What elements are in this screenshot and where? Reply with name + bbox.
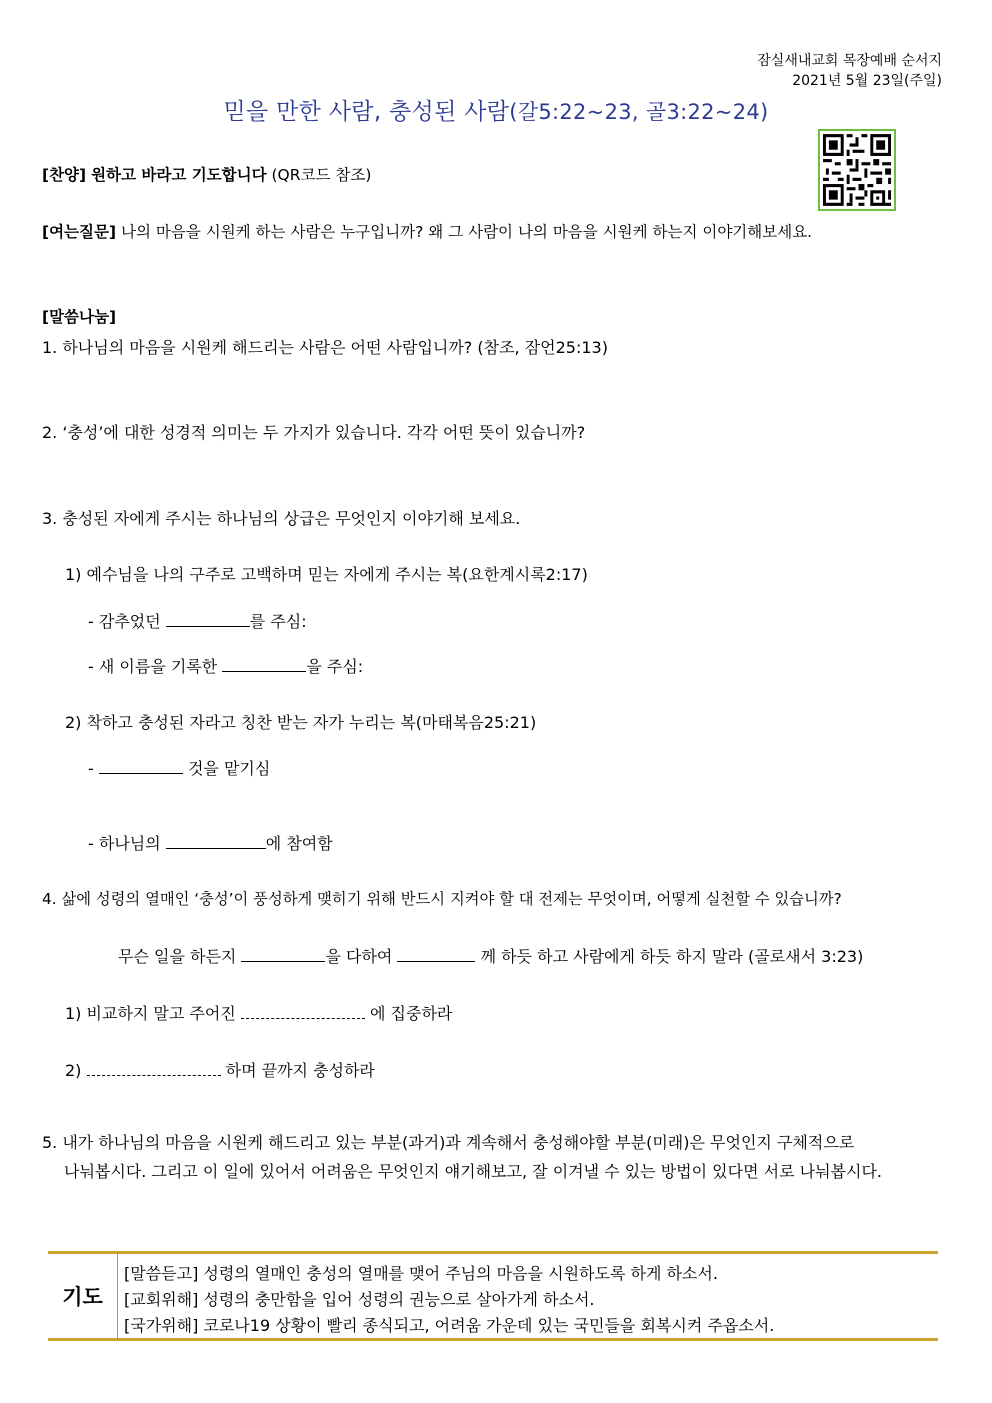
qr-code-icon xyxy=(818,129,896,211)
question-3-sub-1: 1) 예수님을 나의 구주로 고백하며 믿는 자에게 주시는 복(요한계시록2:17) xyxy=(65,565,588,584)
question-3-sub-2-b xyxy=(88,831,333,854)
question-5-line-2: 나눠봅시다. 그리고 이 일에 있어서 어려움은 무엇인지 얘기해보고, 잘 이겨낼 수 있는 방법이 있다면 서로 나눠봅시다. xyxy=(64,1162,882,1181)
fill-blank[interactable] xyxy=(99,759,183,774)
prayer-line-nation: [국가위해] 코로나19 상황이 빨리 종식되고, 어려움 가운데 있는 국민들을 회복시켜 주옵소서. xyxy=(124,1316,775,1335)
blank-suffix: 에 참여함 xyxy=(265,834,333,853)
fill-blank[interactable] xyxy=(241,947,325,962)
opening-question xyxy=(42,220,812,242)
fill-blank[interactable] xyxy=(222,657,306,672)
word-sharing-label: [말씀나눔] xyxy=(42,308,117,326)
blank-suffix: 을 주심: xyxy=(306,657,364,676)
title-main: 믿을 만한 사람, 충성된 사람 xyxy=(223,99,510,125)
question-4-sub-1 xyxy=(65,1001,452,1024)
opening-text: 나의 마음을 시원케 하는 사람은 누구입니까? 왜 그 사람이 나의 마음을 시원케 하는지 이야기해보세요. xyxy=(121,223,813,241)
blank-prefix: - 새 이름을 기록한 xyxy=(88,657,218,676)
question-4-sub-2 xyxy=(65,1058,375,1081)
opening-label: [여는질문] xyxy=(42,223,117,241)
prayer-line-sermon: [말씀듣고] 성령의 열매인 충성의 열매를 맺어 주님의 마음을 시원하도록 하게 하소서. xyxy=(124,1264,718,1283)
prayer-label: 기도 xyxy=(62,1285,103,1309)
praise-line xyxy=(42,163,371,185)
worship-date: 2021년 5월 23일(주일) xyxy=(792,73,942,89)
question-4: 4. 삶에 성령의 열매인 ‘충성’이 풍성하게 맺히기 위해 반드시 지켜야 할 대 전제는 무엇이며, 어떻게 실천할 수 있습니까? xyxy=(42,890,842,908)
blank-suffix: 하며 끝까지 충성하라 xyxy=(225,1061,375,1080)
praise-label: [찬양] xyxy=(42,166,87,184)
praise-song: 원하고 바라고 기도합니다 xyxy=(91,166,267,184)
fill-blank[interactable] xyxy=(166,834,266,849)
question-2: 2. ‘충성’에 대한 성경적 의미는 두 가지가 있습니다. 각각 어떤 뜻이 있습니까? xyxy=(42,423,586,442)
prayer-line-church: [교회위해] 성령의 충만함을 입어 성령의 권능으로 살아가게 하소서. xyxy=(124,1290,595,1309)
question-3-sub-2: 2) 착하고 충성된 자라고 칭찬 받는 자가 누리는 복(마태복음25:21) xyxy=(65,713,537,732)
prayer-bottom-rule xyxy=(48,1338,938,1341)
question-1: 1. 하나님의 마음을 시원케 해드리는 사람은 어떤 사람입니까? (참조, 잠언25:13) xyxy=(42,338,608,357)
question-5-line-1: 5. 내가 하나님의 마음을 시원케 해드리고 있는 부분(과거)과 계속해서 충성해야할 부분(미래)은 무엇인지 구체적으로 xyxy=(42,1133,855,1152)
fill-blank[interactable] xyxy=(397,947,475,962)
blank-prefix: 2) xyxy=(65,1061,82,1080)
blank-prefix: 1) 비교하지 말고 주어진 xyxy=(65,1004,236,1023)
question-4-verse xyxy=(118,944,863,967)
question-3-sub-1-b xyxy=(88,654,363,677)
fill-blank[interactable] xyxy=(241,1004,365,1019)
prayer-divider xyxy=(117,1254,118,1338)
blank-suffix: 를 주심: xyxy=(249,612,307,631)
blank-suffix: 에 집중하라 xyxy=(369,1004,453,1023)
question-3-sub-2-a xyxy=(88,756,270,779)
prayer-top-rule xyxy=(48,1251,938,1254)
question-3-sub-1-a xyxy=(88,609,307,632)
church-name: 잠실새내교회 목장예배 순서지 xyxy=(757,53,942,69)
blank-suffix: 것을 맡기심 xyxy=(187,759,271,778)
blank-prefix: - xyxy=(88,759,94,778)
blank-suffix: 께 하듯 하고 사람에게 하듯 하지 말라 (골로새서 3:23) xyxy=(480,947,864,966)
question-3: 3. 충성된 자에게 주시는 하나님의 상급은 무엇인지 이야기해 보세요. xyxy=(42,509,521,528)
title-scripture-ref: (갈5:22~23, 골3:22~24) xyxy=(509,100,769,124)
blank-prefix: - 감추었던 xyxy=(88,612,161,631)
praise-note: (QR코드 참조) xyxy=(271,166,372,184)
page-title xyxy=(0,93,992,126)
blank-prefix: 무슨 일을 하든지 xyxy=(118,947,237,966)
blank-prefix: - 하나님의 xyxy=(88,834,161,853)
blank-middle: 을 다하여 xyxy=(325,947,393,966)
fill-blank[interactable] xyxy=(166,612,250,627)
fill-blank[interactable] xyxy=(87,1061,221,1076)
